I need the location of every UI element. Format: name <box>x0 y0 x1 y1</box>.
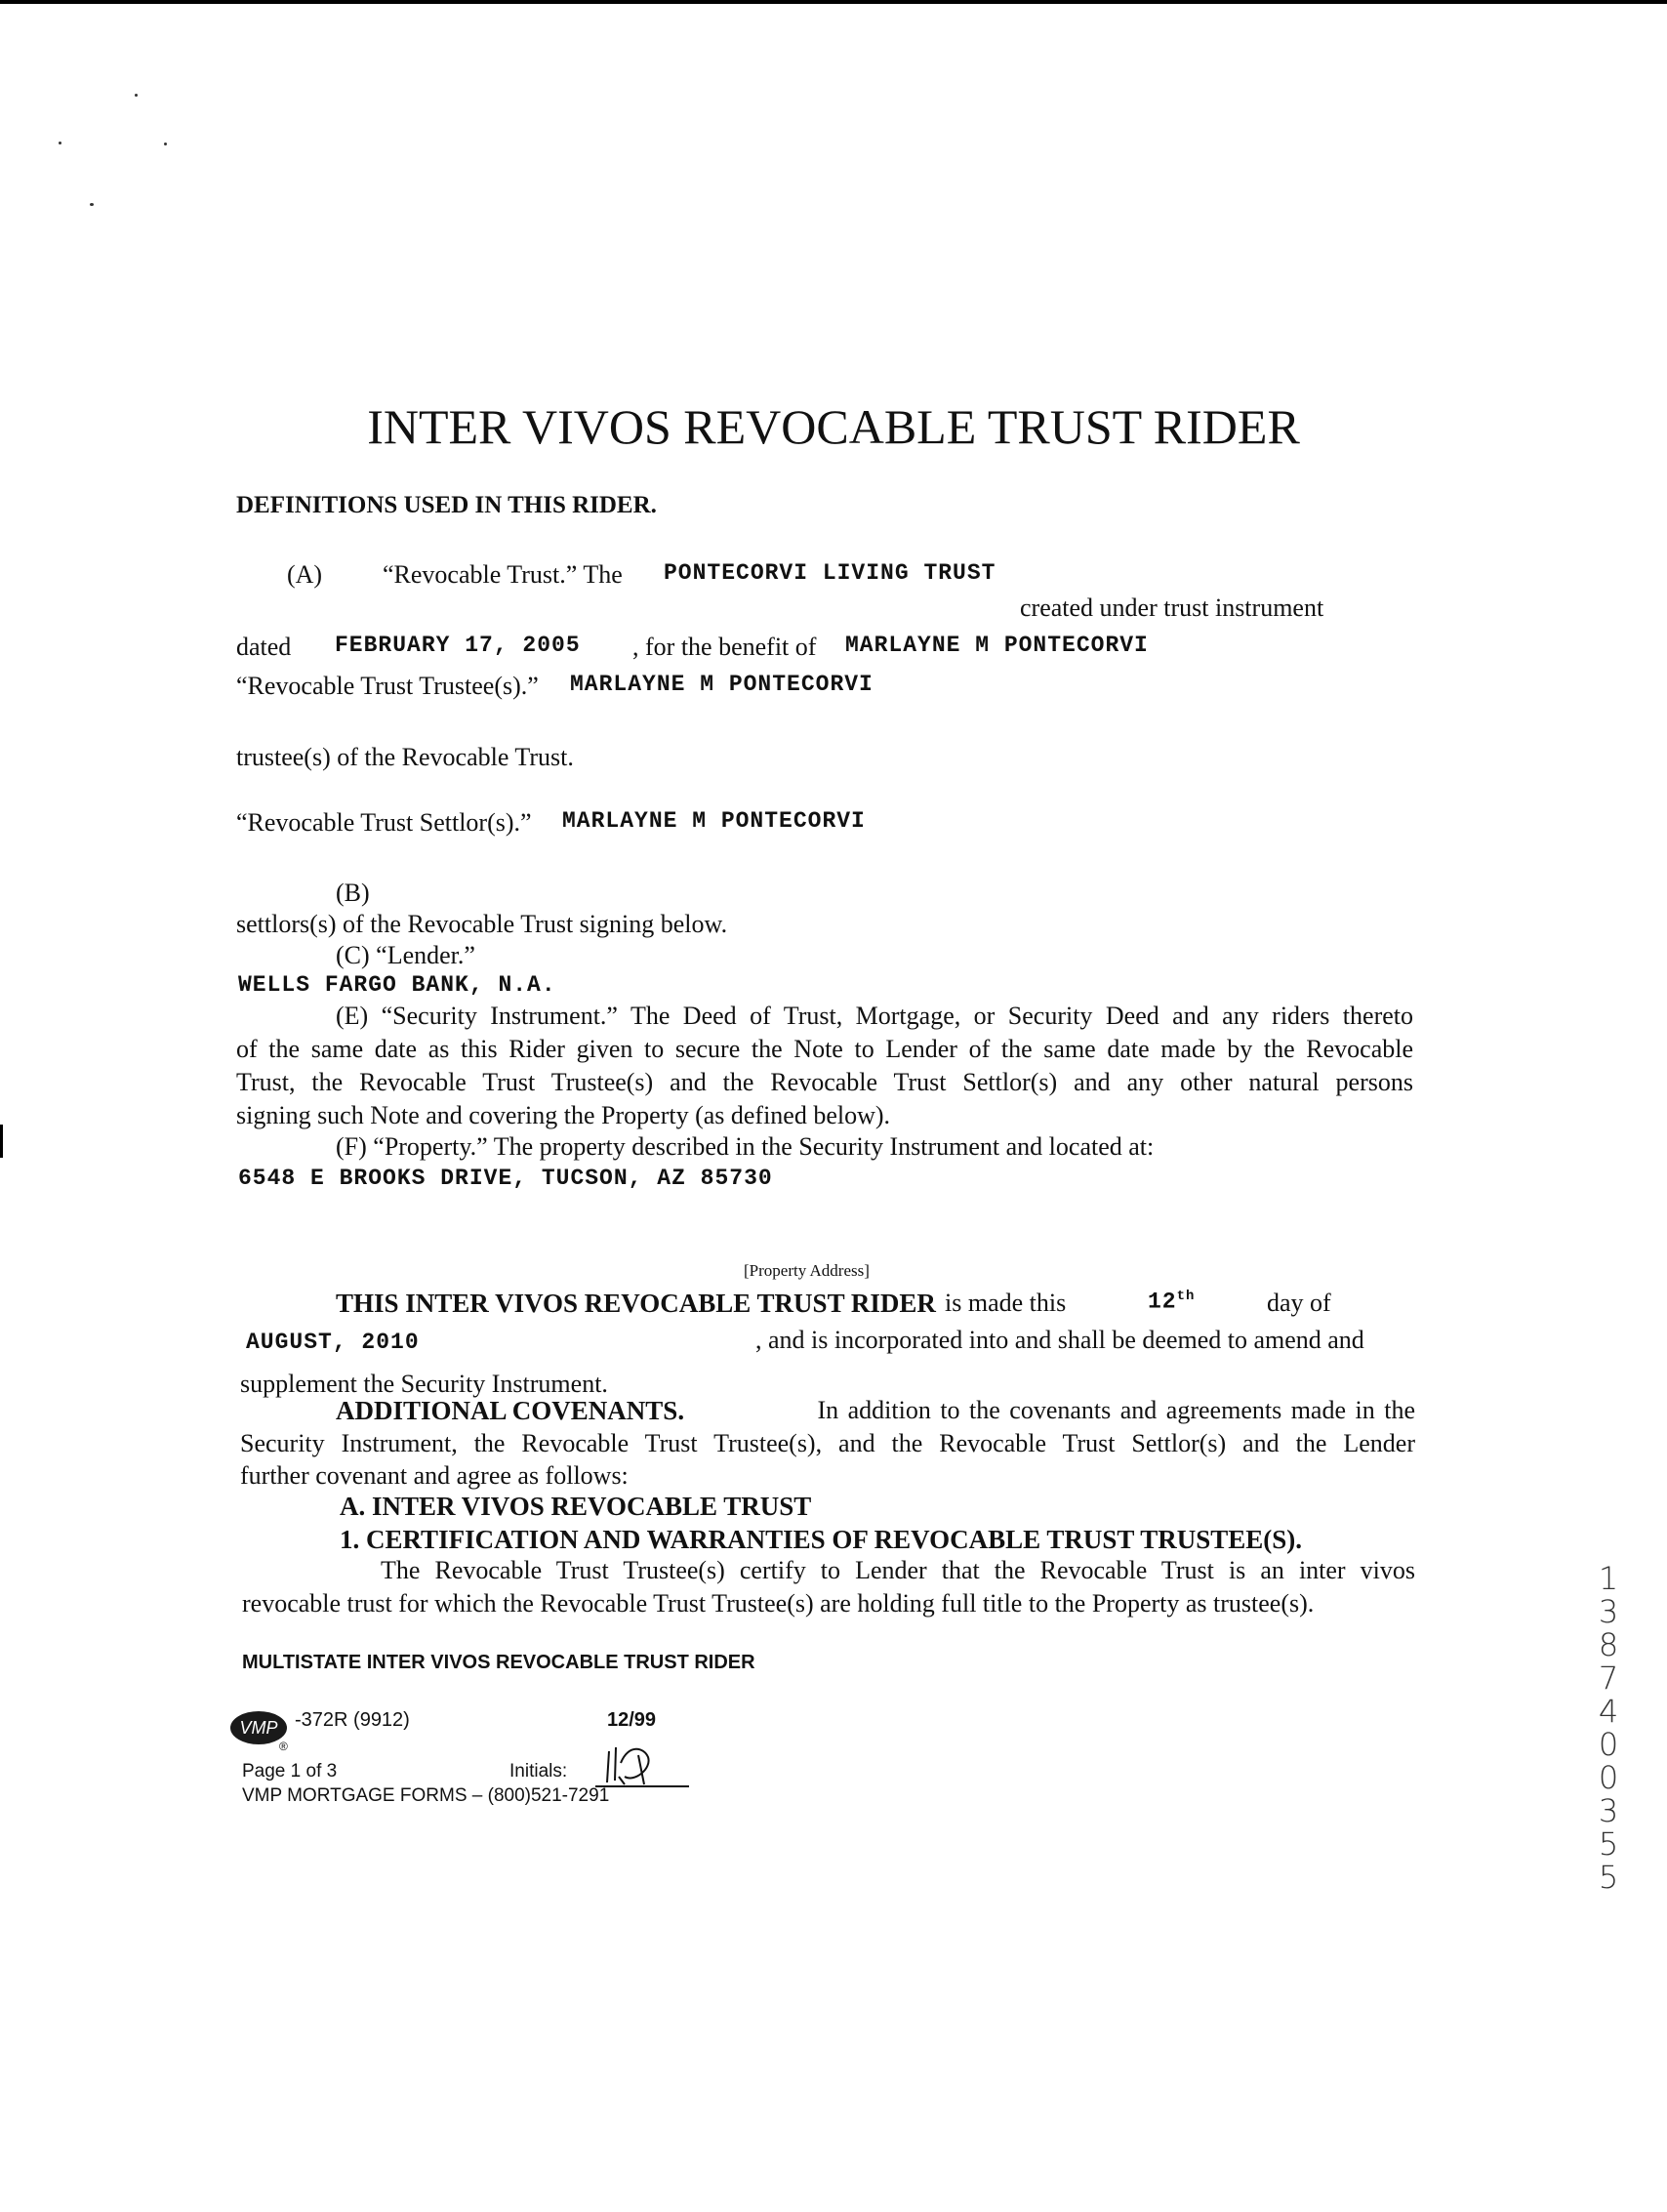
vmp-logo: VMP <box>230 1711 287 1744</box>
scan-speck <box>59 142 61 144</box>
side-digit: 5 <box>1598 1859 1619 1896</box>
side-digit: 3 <box>1598 1593 1619 1630</box>
side-digit: 0 <box>1598 1726 1619 1763</box>
trust-date: FEBRUARY 17, 2005 <box>335 633 581 658</box>
trustees-value: MARLAYNE M PONTECORVI <box>570 672 874 697</box>
dated-label: dated <box>236 633 292 661</box>
form-date: 12/99 <box>607 1709 657 1731</box>
security-instrument-line: Trust, the Revocable Trust Trustee(s) and the Revocable Trust Settlor(s) and any other natural persons <box>236 1068 1413 1096</box>
side-digit: 1 <box>1598 1560 1619 1597</box>
covenants-line1-rest: In addition to the covenants and agreements made in the <box>817 1396 1415 1424</box>
supplement-text: supplement the Security Instrument. <box>240 1370 608 1398</box>
initials-label: Initials: <box>509 1761 568 1782</box>
definitions-heading: DEFINITIONS USED IN THIS RIDER. <box>236 492 657 518</box>
trust-name: PONTECORVI LIVING TRUST <box>664 560 996 586</box>
page-number: Page 1 of 3 <box>242 1761 338 1782</box>
vmp-forms-line: VMP MORTGAGE FORMS – (800)521-7291 <box>242 1785 610 1806</box>
lender-name: WELLS FARGO BANK, N.A. <box>238 972 556 998</box>
side-digit: 5 <box>1598 1825 1619 1863</box>
scan-edge-mark <box>0 1125 3 1158</box>
side-digit: 8 <box>1598 1626 1619 1663</box>
side-digit: 7 <box>1598 1659 1619 1697</box>
subsection-1-heading: 1. CERTIFICATION AND WARRANTIES OF REVOCABLE TRUST TRUSTEE(S). <box>340 1525 1302 1554</box>
side-digit: 4 <box>1598 1693 1619 1730</box>
created-under-text: created under trust instrument <box>1020 594 1324 622</box>
covenants-line2: Security Instrument, the Revocable Trust Trustee(s), and the Revocable Trust Settlor(s) and the Lender <box>240 1429 1415 1457</box>
incorporated-text: , and is incorporated into and shall be deemed to amend and <box>755 1326 1364 1354</box>
trustees-suffix: trustee(s) of the Revocable Trust. <box>236 743 574 771</box>
certification-line2: revocable trust for which the Revocable Trust Trustee(s) are holding full title to the Property as trustee(s). <box>242 1589 1315 1618</box>
property-address-caption: [Property Address] <box>744 1261 870 1280</box>
footer-form-title: MULTISTATE INTER VIVOS REVOCABLE TRUST RIDER <box>242 1652 755 1673</box>
made-day-number: 12 <box>1148 1289 1177 1315</box>
certification-line1: The Revocable Trust Trustee(s) certify to Lender that the Revocable Trust is an inter vivos <box>381 1556 1415 1584</box>
scan-top-border <box>0 0 1667 4</box>
section-b-text: settlors(s) of the Revocable Trust signing below. <box>236 910 728 938</box>
security-instrument-line: signing such Note and covering the Property (as defined below). <box>236 1101 891 1129</box>
registered-mark: ® <box>279 1740 288 1753</box>
made-day <box>1148 1289 1195 1315</box>
revocable-trust-label: “Revocable Trust.” The <box>383 560 623 589</box>
made-day-suffix: th <box>1176 1289 1196 1304</box>
covenants-line3: further covenant and agree as follows: <box>240 1461 629 1490</box>
property-label: (F) “Property.” The property described in the Security Instrument and located at: <box>336 1132 1155 1161</box>
settlors-label: “Revocable Trust Settlor(s).” <box>236 808 532 837</box>
beneficiary-name: MARLAYNE M PONTECORVI <box>845 633 1149 658</box>
trustees-label: “Revocable Trust Trustee(s).” <box>236 672 539 700</box>
section-b-marker: (B) <box>336 879 370 907</box>
scan-speck <box>135 94 138 97</box>
side-digit: 3 <box>1598 1792 1619 1829</box>
side-digit: 0 <box>1598 1759 1619 1796</box>
scan-speck <box>90 203 94 206</box>
form-code: -372R (9912) <box>295 1709 410 1731</box>
section-a-marker: (A) <box>287 560 323 589</box>
initials-signature <box>595 1738 693 1792</box>
day-of-text: day of <box>1267 1289 1331 1317</box>
made-this-text: is made this <box>945 1289 1067 1317</box>
settlors-value: MARLAYNE M PONTECORVI <box>562 808 866 834</box>
covenants-heading: ADDITIONAL COVENANTS. <box>336 1396 685 1425</box>
property-address: 6548 E BROOKS DRIVE, TUCSON, AZ 85730 <box>238 1166 773 1191</box>
scan-speck <box>164 143 167 145</box>
lender-label: (C) “Lender.” <box>336 941 475 969</box>
section-a-heading: A. INTER VIVOS REVOCABLE TRUST <box>340 1492 812 1521</box>
covenants-line1 <box>336 1396 1415 1426</box>
document-title: INTER VIVOS REVOCABLE TRUST RIDER <box>367 399 1300 454</box>
security-instrument-line: (E) “Security Instrument.” The Deed of Trust, Mortgage, or Security Deed and any riders thereto <box>336 1002 1413 1030</box>
document-side-number <box>1589 1562 1628 1894</box>
made-month-year: AUGUST, 2010 <box>246 1330 420 1355</box>
benefit-text: , for the benefit of <box>632 633 817 661</box>
security-instrument-line: of the same date as this Rider given to secure the Note to Lender of the same date made by the Revocable <box>236 1035 1413 1063</box>
rider-name-bold: THIS INTER VIVOS REVOCABLE TRUST RIDER <box>336 1289 936 1318</box>
